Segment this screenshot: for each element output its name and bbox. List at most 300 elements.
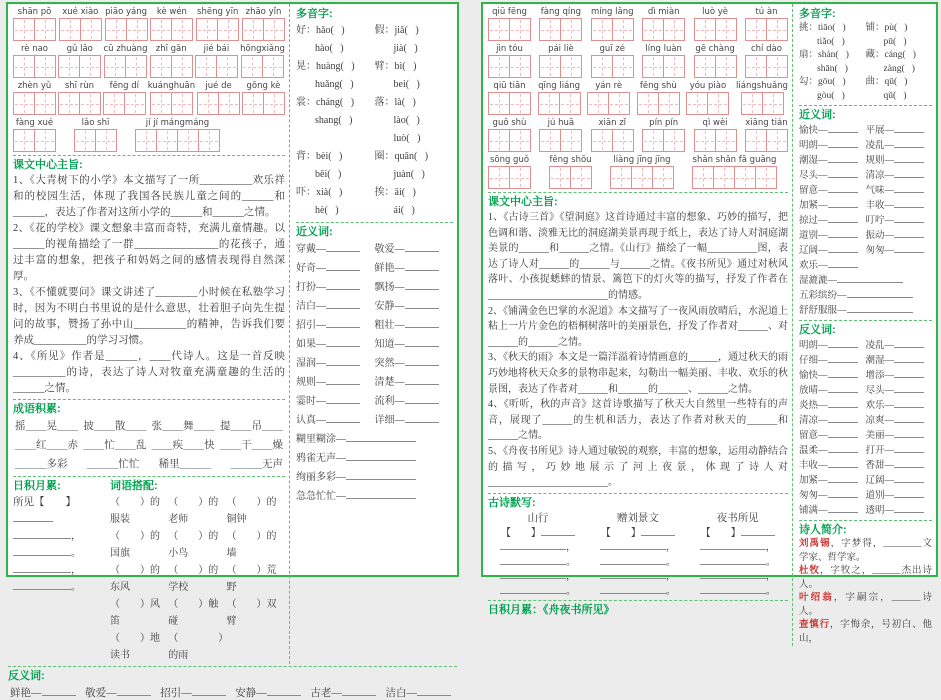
- tianzige-box: [104, 55, 126, 78]
- answer-blank: [894, 338, 924, 348]
- tianzige-box: [509, 55, 531, 78]
- word-text: 平展—: [865, 126, 895, 136]
- pinyin-text: cū zhuàng: [103, 44, 148, 54]
- section-fanyici-right: [799, 320, 932, 518]
- answer-blank: [828, 338, 858, 348]
- word-text: 安静—: [235, 688, 267, 699]
- duoyin-reading: 挨：āi( ): [374, 187, 416, 198]
- pinyin-text: rè nao: [20, 44, 49, 54]
- word-pair-item: [866, 243, 933, 258]
- idiom-item: 稀里＿＿＿: [158, 459, 212, 470]
- pinyin-word: [242, 81, 285, 115]
- tianzige-boxes: [549, 166, 592, 189]
- word-pair-item: [296, 354, 375, 373]
- word-text: 湿漉漉—: [799, 276, 838, 286]
- duoyin-reading: 好：hǎo( ): [296, 25, 345, 36]
- poem-title: 山行: [527, 512, 549, 524]
- duoyin-row: [296, 184, 453, 220]
- tianzige-box: [715, 18, 737, 41]
- collocation-item: （ ）的东风: [110, 565, 160, 593]
- pinyin-word: [58, 44, 101, 78]
- tianzige-boxes: [59, 18, 102, 41]
- pinyin-word: [196, 7, 239, 41]
- poet-entry: [799, 592, 932, 619]
- lesson-summary-item: 4、《所见》作者是______，____代诗人。这是一首反映__________的诗，表达了诗人对牧童充满童趣的生活的______之情。: [13, 351, 285, 394]
- word-pair-row: [799, 428, 932, 443]
- pinyin-word: [539, 7, 582, 41]
- lesson-summary-item: 4、《听听，秋的声音》这首诗歌描写了秋天大自然里一些特有的声音，展现了______的生机和活力，表达了作者对秋天的______和______之情。: [488, 399, 788, 442]
- page-left-main-column: [8, 4, 289, 664]
- pinyin-row: [13, 118, 285, 152]
- tianzige-boxes: [195, 55, 238, 78]
- pinyin-word: [488, 44, 531, 78]
- duoyin-reading: bei( ): [393, 79, 420, 90]
- page-right: [481, 2, 938, 644]
- word-pair-item: [866, 213, 933, 228]
- tianzige-box: [766, 129, 788, 152]
- answer-blank: [828, 138, 858, 148]
- tianzige-boxes: [488, 92, 531, 115]
- tianzige-box: [34, 129, 56, 152]
- answer-blank: [894, 183, 924, 193]
- pinyin-text: piāo yáng: [105, 7, 148, 17]
- pinyin-text: kuánghuān: [147, 81, 196, 91]
- answer-blank: [405, 394, 439, 404]
- pinyin-grid-left: [13, 7, 285, 152]
- tianzige-box: [663, 129, 685, 152]
- tianzige-box: [263, 18, 285, 41]
- tianzige-box: [745, 55, 767, 78]
- answer-blank: [700, 584, 766, 594]
- answer-blank: [828, 123, 858, 133]
- word-pair-row: [799, 443, 932, 458]
- answer-blank: [828, 153, 858, 163]
- punctuation: 。: [665, 585, 676, 597]
- tianzige-boxes: [58, 55, 101, 78]
- word-pair-item: [799, 228, 866, 243]
- pinyin-text: fàng xué: [15, 118, 54, 128]
- pinyin-word: [74, 118, 117, 152]
- word-text: 振动—: [865, 231, 895, 241]
- tianzige-boxes: [197, 92, 240, 115]
- word-pair-row: [296, 316, 453, 335]
- pinyin-word: [488, 155, 531, 189]
- dapei-rows: [110, 494, 285, 664]
- tianzige-boxes: [488, 18, 531, 41]
- duoyin-entry: [296, 22, 375, 58]
- author-bracket: 【 】: [600, 527, 641, 539]
- word-single-row: [799, 303, 932, 318]
- tianzige-box: [150, 55, 172, 78]
- duoyin-reading: 藏：cáng( ): [865, 50, 916, 60]
- tianzige-box: [637, 92, 659, 115]
- answer-blank: [700, 540, 766, 550]
- tianzige-box: [135, 129, 157, 152]
- tianzige-box: [79, 92, 101, 115]
- collocation-item: （ ）的服装: [110, 497, 160, 525]
- tianzige-box: [741, 92, 763, 115]
- tianzige-box: [13, 129, 35, 152]
- pinyin-word: [694, 44, 737, 78]
- tianzige-boxes: [539, 18, 582, 41]
- word-pair-row: [296, 411, 453, 430]
- riji-title-blank: [13, 512, 53, 522]
- tianzige-box: [755, 166, 777, 189]
- word-pair-item: [799, 368, 866, 383]
- collocation-item: （ ）的老师: [168, 497, 219, 525]
- tianzige-box: [766, 18, 788, 41]
- word-pair-row: [799, 228, 932, 243]
- poem-blank-line: [588, 555, 688, 570]
- duoyin-entry: [866, 22, 933, 49]
- pinyin-row: [13, 7, 285, 41]
- duoyin-reading: 臂：bì( ): [374, 61, 417, 72]
- tianzige-box: [762, 92, 784, 115]
- idiom-item: 摇＿＿晃＿＿: [15, 421, 78, 432]
- word-pair-item: [866, 153, 933, 168]
- pinyin-word: [539, 118, 582, 152]
- word-pair-row: [799, 168, 932, 183]
- page-right-columns: [483, 4, 936, 646]
- word-pair-item: [799, 443, 866, 458]
- word-text: 清凉—: [865, 171, 895, 181]
- answer-blank: [600, 569, 666, 579]
- poet-name: 刘禹锡: [799, 539, 831, 549]
- tianzige-boxes: [13, 55, 56, 78]
- section-riji-dapei: [13, 476, 285, 664]
- lesson-summary-item: 3、《不懂就要问》课文讲述了________小时候在私塾学习时，因为不明白书里说的是什么意思，壮着胆子向先生提问的故事，赞扬了孙中山__________的精神，告诉我们要养成__________的学习习惯。: [13, 287, 285, 346]
- word-pair-row: [799, 338, 932, 353]
- tianzige-boxes: [694, 55, 737, 78]
- answer-blank: [405, 413, 439, 423]
- tianzige-boxes: [488, 129, 531, 152]
- page-right-side-column: [792, 4, 936, 646]
- tianzige-box: [58, 55, 80, 78]
- answer-blank: [894, 488, 924, 498]
- duoyin-reading: 背：bèi( ): [296, 151, 343, 162]
- tianzige-box: [652, 166, 674, 189]
- word-text: 留意—: [799, 431, 828, 441]
- pinyin-text: tú àn: [755, 7, 778, 17]
- word-pair-row: [799, 413, 932, 428]
- pinyin-word: [242, 7, 285, 41]
- answer-blank: [600, 540, 666, 550]
- answer-blank: [500, 584, 566, 594]
- idiom-item: ＿＿疾＿＿快: [151, 440, 215, 451]
- duoyin-reading: 曲：qū( ): [865, 77, 908, 87]
- word-text: 洁白—: [385, 688, 417, 699]
- pinyin-word: [745, 118, 788, 152]
- word-text: 美丽—: [865, 431, 895, 441]
- word-pair-item: [866, 228, 933, 243]
- answer-blank: [326, 394, 360, 404]
- page-left-columns: [8, 4, 457, 664]
- word-single-item: [296, 430, 416, 449]
- pinyin-word: [135, 118, 220, 152]
- word-pair-row: [799, 353, 932, 368]
- fanyici-header-left: 反义词:: [8, 670, 45, 682]
- word-pair-item: [866, 398, 933, 413]
- word-text: 欢乐—: [799, 261, 828, 271]
- word-pair-item: [296, 240, 375, 259]
- tianzige-box: [560, 129, 582, 152]
- pinyin-word: [195, 44, 238, 78]
- word-text: 匆匆—: [799, 491, 828, 501]
- tianzige-boxes: [610, 166, 674, 189]
- answer-blank: [500, 555, 566, 565]
- duoyin-reading: 落：là( ): [374, 97, 416, 108]
- answer-blank: [828, 243, 858, 253]
- pinyin-word: [105, 7, 148, 41]
- idiom-item: ＿＿红＿＿赤: [15, 440, 78, 451]
- tianzige-box: [197, 92, 219, 115]
- word-text: 愉快—: [799, 126, 828, 136]
- word-text: 掠过—: [799, 216, 828, 226]
- word-text: 古老—: [310, 688, 342, 699]
- duoyin-entry: [866, 76, 933, 103]
- tianzige-box: [13, 92, 35, 115]
- tianzige-box: [216, 55, 238, 78]
- lesson-summary-item: 3、《秋天的雨》本文是一篇洋溢着诗情画意的______，通过秋天的雨巧妙地将秋天众多的景物串起来，勾勒出一幅美丽、丰收、欢乐的秋景图，表达了作者对______和______的______、______之情。: [488, 352, 788, 395]
- tianzige-box: [125, 55, 147, 78]
- word-text: 叮咛—: [865, 216, 895, 226]
- pinyin-word: [59, 7, 102, 41]
- duoyin-reading: 挑：tiāo( ): [799, 23, 846, 33]
- poet-description: ，字牧之，______杰出诗人。: [799, 566, 932, 590]
- pinyin-word: [591, 118, 634, 152]
- tianzige-boxes: [745, 55, 788, 78]
- duoyin-reading: 晃：huàng( ): [296, 61, 355, 72]
- answer-blank: [342, 686, 376, 696]
- tianzige-box: [663, 55, 685, 78]
- word-pair-item: [866, 368, 933, 383]
- word-text: 安静—: [374, 301, 405, 312]
- pinyin-text: xiāng tián: [745, 118, 788, 128]
- pinyin-row: [488, 155, 788, 189]
- word-text: 五彩缤纷—: [799, 291, 847, 301]
- riji-header: 日积月累:: [13, 480, 61, 492]
- tianzige-box: [80, 18, 102, 41]
- poet-description: ，字嗣宗，______诗人。: [799, 593, 932, 617]
- answer-blank: [828, 458, 858, 468]
- duoyin-row: [799, 76, 932, 103]
- punctuation: ，: [565, 542, 576, 554]
- poem-recite-line: [13, 528, 110, 545]
- section-jinyici-left: [296, 222, 453, 506]
- word-text: 穿戴—: [296, 244, 326, 255]
- pinyin-word: [637, 81, 680, 115]
- pinyin-text: jú huā: [547, 118, 575, 128]
- word-pair-item: [866, 458, 933, 473]
- tianzige-box: [686, 92, 708, 115]
- tianzige-box: [34, 18, 56, 41]
- duoyin-reading: qǔ( ): [883, 90, 907, 101]
- page-right-main-column: [483, 4, 792, 646]
- word-pair-row: [799, 368, 932, 383]
- word-text: 如果—: [296, 339, 326, 350]
- duoyin-reading: hè( ): [315, 205, 339, 216]
- pinyin-word: [642, 44, 685, 78]
- pinyin-text: qì wèi: [702, 118, 728, 128]
- word-pair-item: [866, 183, 933, 198]
- word-text: 清楚—: [374, 377, 405, 388]
- word-pair-item: [866, 503, 933, 518]
- row: [13, 455, 285, 474]
- jinyici-header-right: 近义词:: [799, 109, 836, 121]
- row: [110, 630, 285, 664]
- answer-blank: [828, 368, 858, 378]
- antonym-item: [10, 685, 76, 700]
- dapei-block: [110, 479, 285, 664]
- duoyin-rows-right: [799, 22, 932, 103]
- poet-description: ，字梦得，________文学家、哲学家。: [799, 539, 932, 563]
- word-text: 粗壮—: [374, 320, 405, 331]
- chengyu-header: 成语积累:: [13, 403, 61, 415]
- pinyin-text: zhèn yǔ: [17, 81, 52, 91]
- answer-blank: [192, 686, 226, 696]
- word-text: 透明—: [865, 506, 895, 516]
- antonym-item: [385, 685, 451, 700]
- tianzige-box: [608, 92, 630, 115]
- tianzige-box: [177, 129, 199, 152]
- jinyici-list-right: [799, 123, 932, 318]
- tianzige-boxes: [692, 166, 777, 189]
- tianzige-box: [658, 92, 680, 115]
- author-bracket: 【 】: [700, 527, 741, 539]
- tianzige-boxes: [242, 92, 285, 115]
- pinyin-word: [103, 81, 146, 115]
- word-single-item: [799, 303, 913, 318]
- pinyin-word: [610, 155, 674, 189]
- word-single-row: [799, 288, 932, 303]
- pinyin-word: [538, 81, 581, 115]
- tianzige-box: [560, 18, 582, 41]
- collocation-item: （ ）地读书: [110, 633, 160, 661]
- tianzige-boxes: [694, 18, 737, 41]
- antonym-item: [235, 685, 301, 700]
- tianzige-boxes: [13, 18, 56, 41]
- tianzige-boxes: [694, 129, 737, 152]
- poem-blank-line: [488, 555, 588, 570]
- duoyin-row: [296, 58, 453, 94]
- answer-blank: [828, 428, 858, 438]
- pinyin-word: [642, 118, 685, 152]
- pinyin-text: kè wén: [156, 7, 187, 17]
- answer-blank: [894, 353, 924, 363]
- tianzige-box: [694, 18, 716, 41]
- word-text: 敬爱—: [374, 244, 405, 255]
- word-text: 知道—: [374, 339, 405, 350]
- lesson-summary-item: 2、《铺满金色巴掌的水泥道》本文描写了一夜风雨放晴后，水泥道上粘上一片片金色的梧桐树落叶的美丽景色，抒发了作者对______、对______的______之情。: [488, 305, 788, 348]
- idiom-item: ＿＿＿多彩: [15, 459, 68, 470]
- tianzige-box: [587, 92, 609, 115]
- word-pair-row: [296, 335, 453, 354]
- tianzige-boxes: [74, 129, 117, 152]
- idiom-item: ＿＿干＿＿燥: [219, 440, 283, 451]
- duoyin-entry: [799, 22, 866, 49]
- tianzige-boxes: [539, 55, 582, 78]
- tianzige-box: [242, 18, 264, 41]
- answer-blank: [894, 428, 924, 438]
- answer-blank: [326, 280, 360, 290]
- word-pair-item: [799, 488, 866, 503]
- answer-blank: [894, 228, 924, 238]
- shiren-entries: [799, 538, 932, 646]
- answer-blank: [405, 375, 439, 385]
- tianzige-box: [694, 129, 716, 152]
- collocation-item: （ ）的墙: [226, 531, 277, 559]
- duoyin-row: [296, 94, 453, 148]
- word-text: 飘扬—: [374, 282, 405, 293]
- word-text: 凌乱—: [865, 141, 895, 151]
- tianzige-box: [105, 18, 127, 41]
- pinyin-text: qiū tiān: [493, 81, 526, 91]
- tianzige-boxes: [745, 129, 788, 152]
- word-text: 认真—: [296, 415, 326, 426]
- pinyin-row: [488, 44, 788, 78]
- answer-blank: [117, 686, 151, 696]
- tianzige-boxes: [105, 18, 148, 41]
- pinyin-text: gǔ lǎo: [66, 44, 93, 54]
- word-pair-item: [799, 353, 866, 368]
- answer-blank: [346, 489, 416, 499]
- poem-recite-line: [13, 545, 110, 562]
- pinyin-text: fēng dí: [109, 81, 140, 91]
- answer-blank: [828, 443, 858, 453]
- tianzige-box: [707, 92, 729, 115]
- word-text: 敬爱—: [85, 688, 117, 699]
- word-pair-item: [375, 373, 454, 392]
- tianzige-box: [171, 55, 193, 78]
- word-text: 尽头—: [865, 386, 895, 396]
- pinyin-text: shēng yīn: [197, 7, 239, 17]
- tianzige-box: [715, 55, 737, 78]
- word-text: 加紧—: [799, 201, 828, 211]
- punctuation: 。: [565, 585, 576, 597]
- poem-column: [588, 511, 688, 599]
- word-pair-item: [799, 153, 866, 168]
- answer-blank: [894, 473, 924, 483]
- pinyin-text: xiān zǐ: [598, 118, 627, 128]
- tianzige-boxes: [642, 18, 685, 41]
- idiom-item: 披＿＿散＿＿: [83, 421, 147, 432]
- poem-blank-line: [488, 569, 588, 584]
- word-text: 香甜—: [865, 461, 895, 471]
- section-zhongxin-left: [13, 155, 285, 397]
- section-fanyici-left: [8, 666, 457, 700]
- word-pair-item: [375, 354, 454, 373]
- word-pair-row: [799, 503, 932, 518]
- pinyin-text: xué xiào: [62, 7, 99, 17]
- word-pair-item: [866, 138, 933, 153]
- pinyin-text: liángshuǎng: [736, 81, 788, 91]
- duoyin-reading: jià( ): [393, 43, 418, 54]
- pinyin-word: [736, 81, 788, 115]
- section-jinyici-right: [799, 105, 932, 318]
- word-pair-item: [296, 316, 375, 335]
- duoyin-reading: 勾：gōu( ): [799, 77, 846, 87]
- duoyin-entry: [799, 76, 866, 103]
- duoyin-header-left: 多音字:: [296, 8, 333, 20]
- duoyin-reading: shang( ): [315, 115, 353, 126]
- word-text: 招引—: [296, 320, 326, 331]
- tianzige-boxes: [150, 55, 193, 78]
- zhongxin-header-left: 课文中心主旨:: [13, 159, 83, 171]
- duoyin-entry: [866, 49, 933, 76]
- answer-blank: [894, 383, 924, 393]
- answer-blank: [326, 299, 360, 309]
- pinyin-word: [13, 81, 56, 115]
